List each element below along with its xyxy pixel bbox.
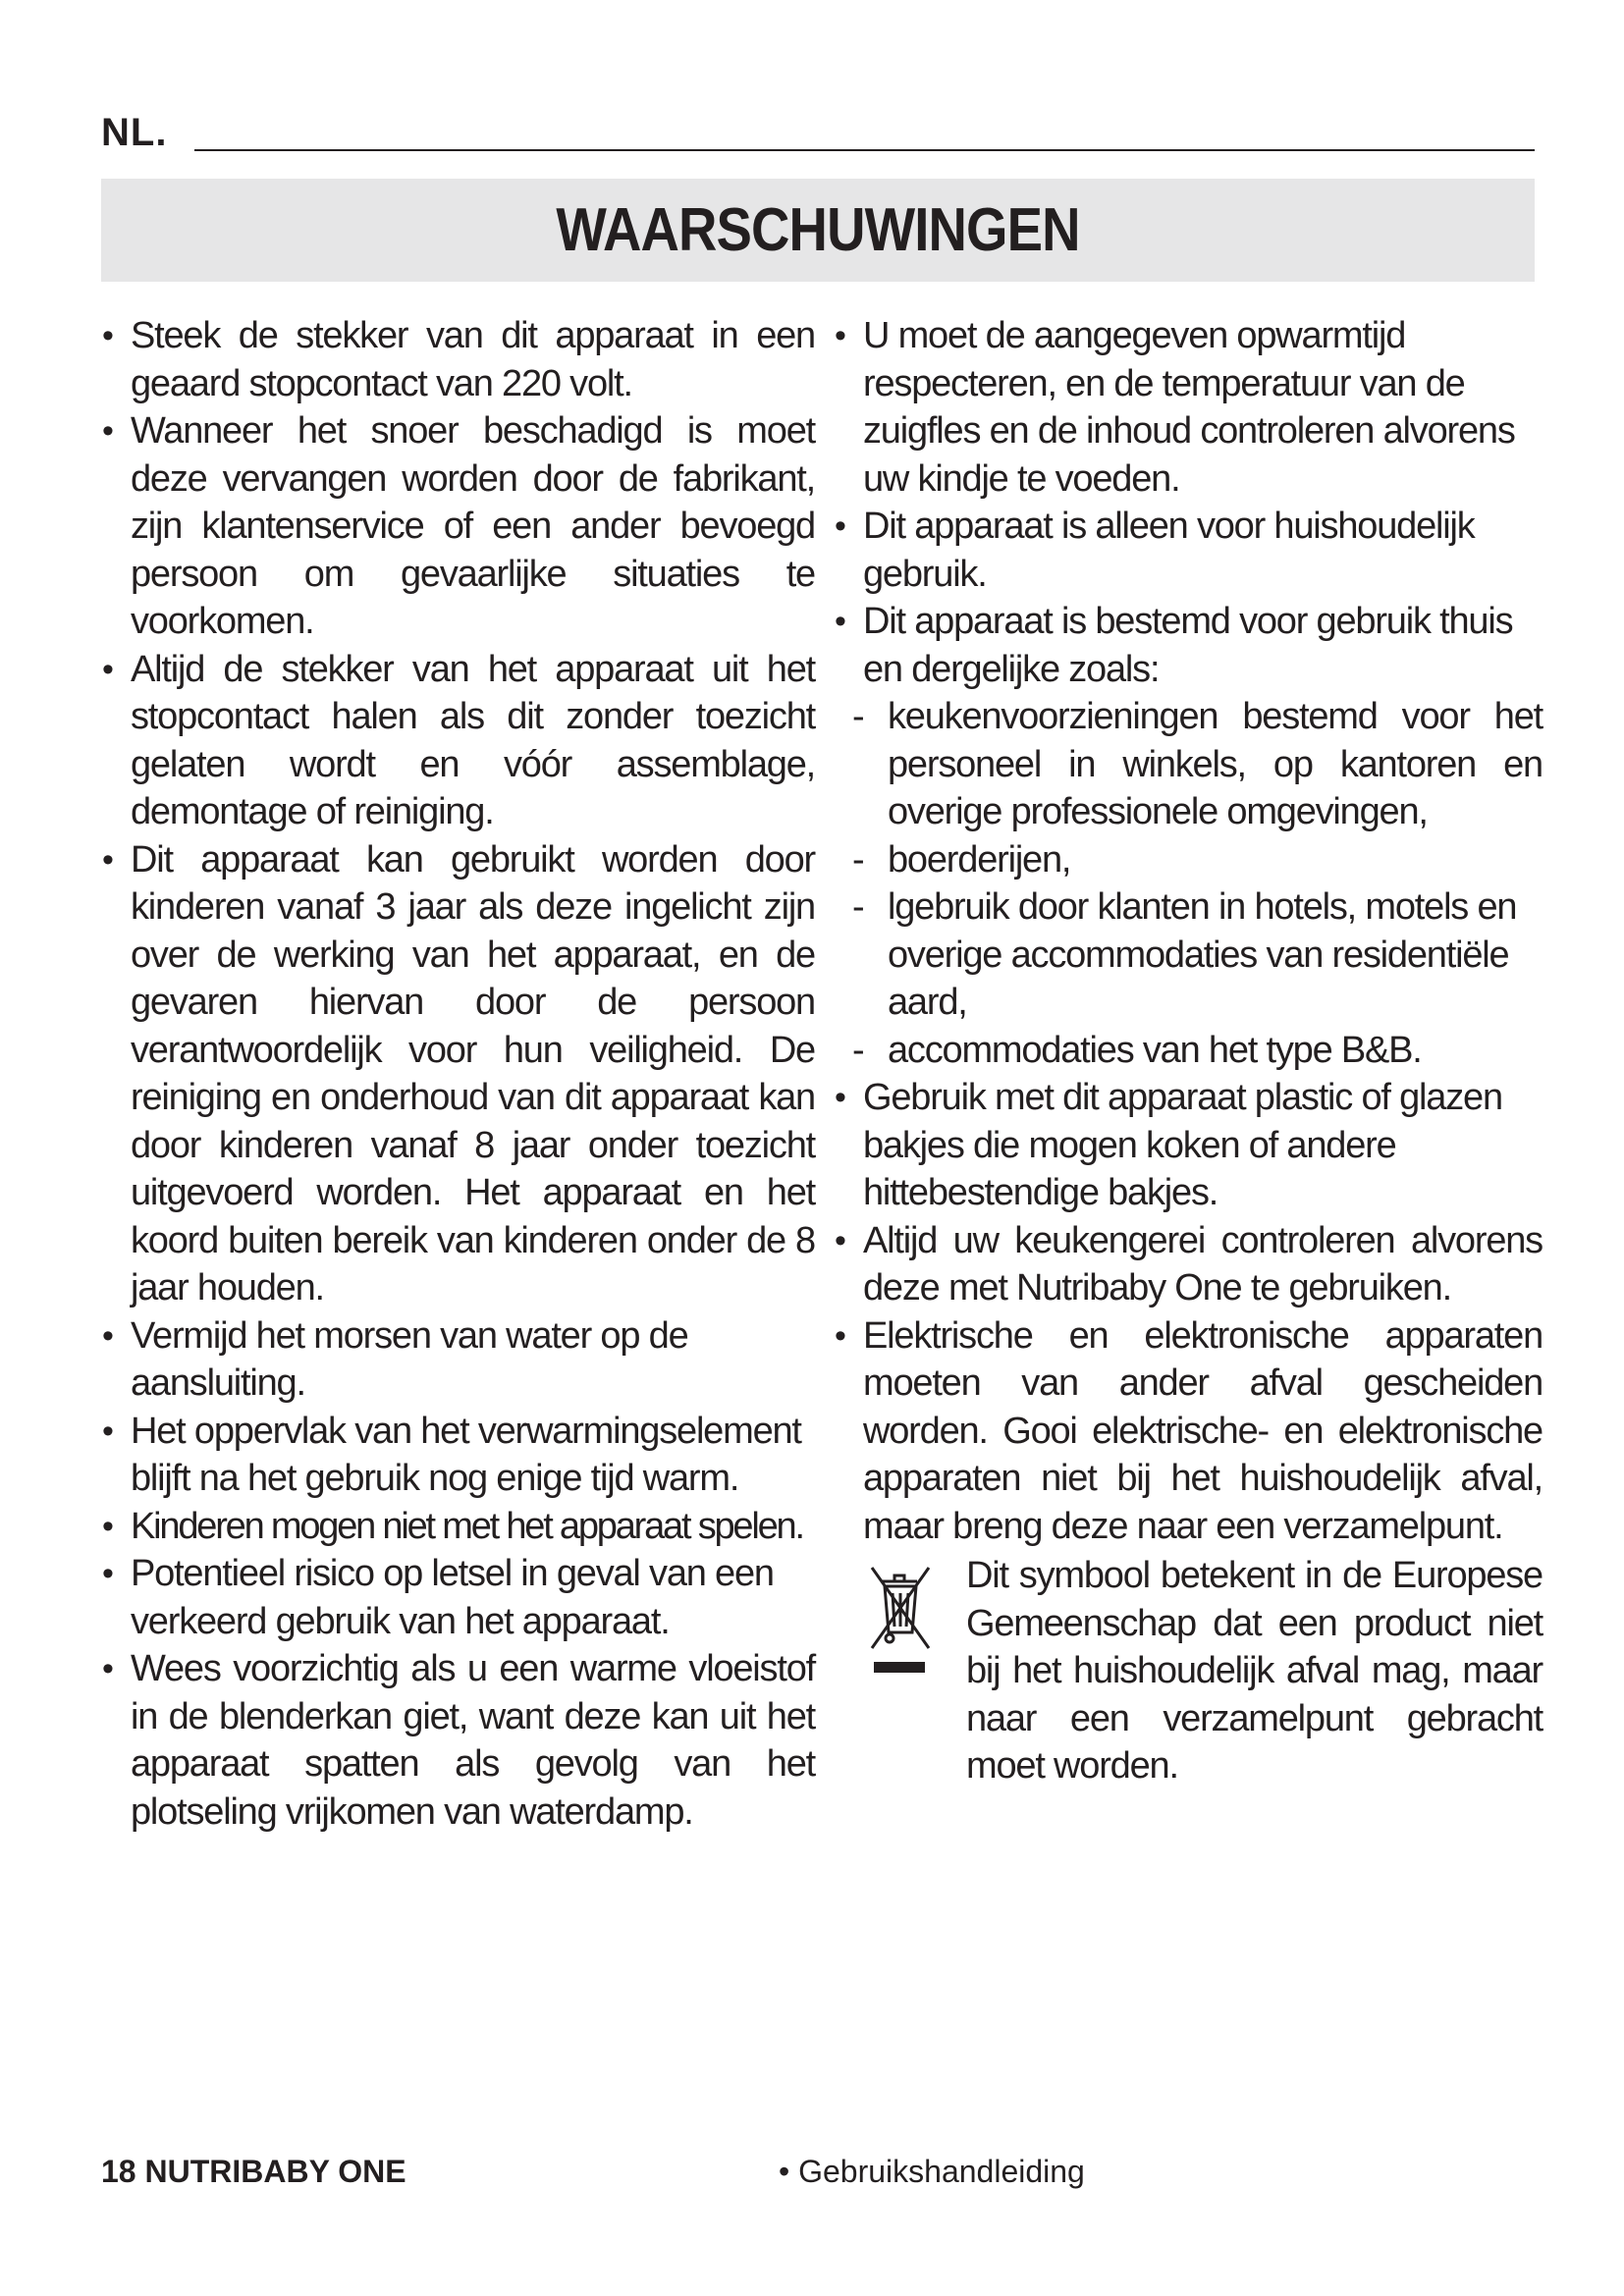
usage-context-text: lgebruik door klanten in hotels, motels en overige accommodaties van residentiële aard, [888, 886, 1517, 1023]
warning-text: Potentieel risico op letsel in geval van een verkeerd gebruik van het apparaat. [131, 1553, 774, 1642]
warning-item [831, 312, 1543, 503]
warning-item [98, 646, 815, 836]
title-band [101, 179, 1535, 282]
warning-text: Steek de stekker van dit apparaat in een geaard stopcontact van 220 volt. [131, 315, 815, 404]
bullet-icon: • [102, 650, 113, 688]
usage-context-text: boerderijen, [888, 838, 1071, 881]
dash-icon: - [852, 886, 864, 928]
left-column [98, 312, 815, 1836]
dash-icon: - [852, 696, 864, 737]
usage-context-item [831, 1027, 1543, 1075]
bullet-icon: • [102, 1412, 113, 1450]
usage-context-item [831, 836, 1543, 884]
bullet-icon: • [102, 1650, 113, 1687]
bullet-icon: • [835, 1316, 845, 1355]
language-header [101, 108, 1535, 157]
footer-bullet-icon: • [779, 2154, 790, 2189]
left-warning-list [98, 312, 815, 1836]
right-column [831, 312, 1543, 1790]
right-warning-list [831, 312, 1543, 1550]
warning-item [98, 312, 815, 407]
weee-notice [831, 1552, 1543, 1790]
warning-text: Dit apparaat kan gebruikt worden door kinderen vanaf 3 jaar als deze ingelicht zijn over de werking van het apparaat, en de gevaren hiervan door de persoon verantwoordelijk voor hun veiligheid. De reiniging en onderhoud van dit apparaat kan door kinderen vanaf 8 jaar onder toezicht uitgevoerd worden. Het apparaat en het koord buiten bereik van kinderen onder de 8 jaar houden. [131, 838, 815, 1308]
bullet-icon: • [102, 1507, 112, 1545]
dash-icon: - [852, 1029, 864, 1071]
warning-text: Kinderen mogen niet met het apparaat spelen. [131, 1505, 803, 1547]
warning-item [831, 1074, 1543, 1217]
footer-page-label: 18 NUTRIBABY ONE [101, 2154, 406, 2189]
language-code: NL. [101, 111, 168, 154]
bullet-icon: • [102, 412, 113, 450]
usage-context-text: accommodaties van het type B&B. [888, 1029, 1422, 1071]
warning-item [831, 1312, 1543, 1551]
usage-context-item [831, 693, 1543, 836]
warning-item [831, 503, 1543, 598]
warning-text: Wanneer het snoer beschadigd is moet deze vervangen worden door de fabrikant, zijn klantenservice of een ander bevoegd persoon om gevaarlijke situaties te voorkomen. [131, 410, 815, 642]
header-rule [194, 149, 1535, 151]
warning-item [98, 1550, 815, 1645]
usage-context-list [831, 693, 1543, 1074]
usage-context-text: keukenvoorzieningen bestemd voor het personeel in winkels, op kantoren en overige professionele omgevingen, [888, 696, 1543, 832]
bullet-icon: • [102, 1316, 113, 1355]
footer-manual [779, 2152, 1085, 2191]
warning-text: Gebruik met dit apparaat plastic of glazen bakjes die mogen koken of andere hittebestendige bakjes. [863, 1077, 1502, 1213]
warning-item [98, 836, 815, 1312]
warning-item [98, 1645, 815, 1836]
warning-item [98, 1312, 815, 1408]
weee-text: Dit symbool betekent in de Europese Gemeenschap dat een product niet bij het huishoudelijk afval mag, maar naar een verzamelpunt gebracht moet worden. [966, 1555, 1543, 1787]
warning-text: Het oppervlak van het verwarmingselement blijft na het gebruik nog enige tijd warm. [131, 1410, 801, 1499]
bullet-icon: • [835, 507, 845, 545]
warning-text: Dit apparaat is alleen voor huishoudelijk gebruik. [863, 506, 1475, 595]
warning-item [98, 407, 815, 646]
bullet-icon: • [835, 1079, 845, 1116]
footer-manual-label: Gebruikshandleiding [798, 2154, 1085, 2189]
warning-text: Wees voorzichtig als u een warme vloeistof in de blenderkan giet, want deze kan uit het apparaat spatten als gevolg van het plotseling vrijkomen van waterdamp. [131, 1648, 815, 1833]
crossed-out-wheelie-bin-icon [860, 1560, 939, 1678]
bullet-icon: • [835, 603, 845, 640]
warning-item [98, 1503, 815, 1551]
warning-item [831, 1217, 1543, 1312]
page-title: WAARSCHUWINGEN [556, 196, 1080, 264]
warning-item [831, 598, 1543, 1074]
bullet-icon: • [835, 317, 845, 354]
warning-text: Vermijd het morsen van water op de aansluiting. [131, 1314, 688, 1404]
dash-icon: - [852, 838, 864, 881]
warning-item [98, 1408, 815, 1503]
warning-text: Altijd de stekker van het apparaat uit het stopcontact halen als dit zonder toezicht gelaten wordt en vóór assemblage, demontage of reiniging. [131, 648, 815, 832]
bullet-icon: • [102, 840, 113, 879]
bullet-icon: • [102, 317, 113, 354]
bullet-icon: • [102, 1555, 113, 1592]
warning-text: U moet de aangegeven opwarmtijd respecteren, en de temperatuur van de zuigfles en de inhoud controleren alvorens uw kindje te voeden. [863, 315, 1515, 500]
warning-text: Dit apparaat is bestemd voor gebruik thuis en dergelijke zoals: [863, 601, 1513, 690]
warning-text: Altijd uw keukengerei controleren alvorens deze met Nutribaby One te gebruiken. [863, 1219, 1543, 1308]
warning-text: Elektrische en elektronische apparaten moeten van ander afval gescheiden worden. Gooi elektrische- en elektronische apparaten niet bij het huishoudelijk afval, maar breng deze naar een verzamelpunt. [863, 1314, 1543, 1547]
usage-context-item [831, 883, 1543, 1027]
bullet-icon: • [835, 1221, 845, 1259]
